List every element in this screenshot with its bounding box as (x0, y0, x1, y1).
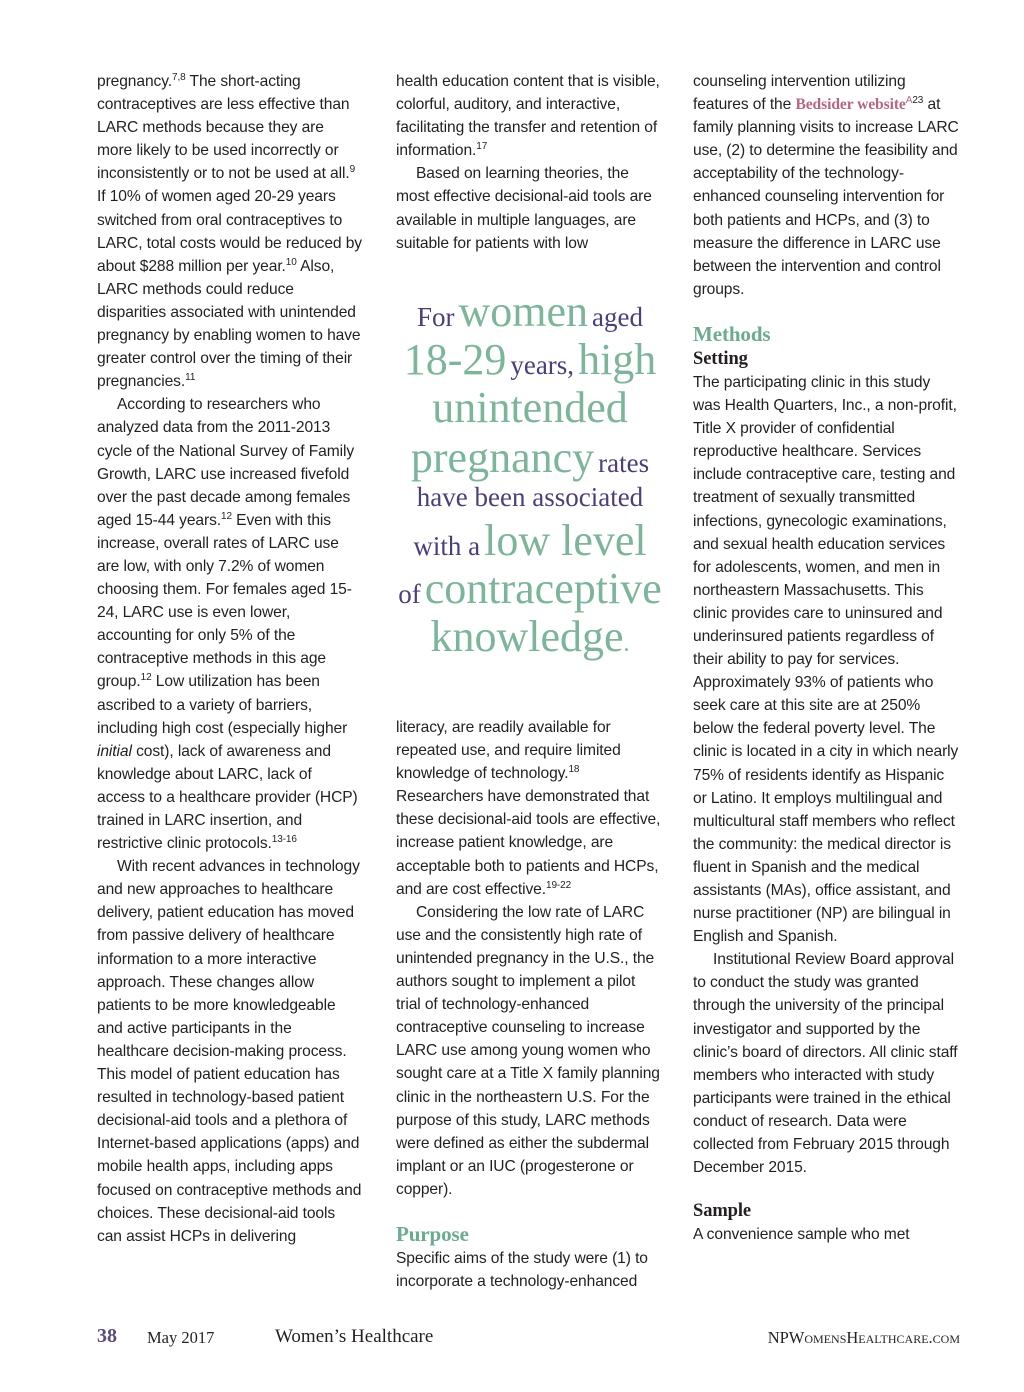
setting-heading: Setting (693, 348, 748, 369)
citation-superscript: 12 (221, 510, 232, 522)
column-2-bottom (396, 716, 664, 1293)
sample-heading: Sample (693, 1201, 751, 1222)
paragraph: With recent advances in technology and new approaches to healthcare delivery, patient education has moved from passive delivery of healthcare information to a more interactive approach. These changes allow patients to be more knowledgeable and active participants in the healthcare decision-making process. This model of patient education has resulted in technology-based patient decisional-aid tools and a plethora of Internet-based applications (apps) and mobile health apps, including apps focused on contraceptive methods and choices. These decisional-aid tools can assist HCPs in delivering (97, 858, 362, 1245)
citation-superscript: 13-16 (271, 833, 297, 845)
bedsider-website-link[interactable]: Bedsider website (795, 96, 906, 114)
issue-date: May 2017 (147, 1328, 215, 1347)
column-3 (693, 70, 961, 1246)
paragraph: counseling intervention utilizing features of the Bedsider website$^{A23}$ at family planning visits to increase LARC use, (2) to determine the feasibility and acceptability of the technology-enhanced counseling intervention for both patients and HCPs, and (3) to measure the difference in LARC use between the intervention and control groups. (693, 73, 959, 298)
citation-superscript: 7,8 (172, 71, 186, 83)
column-2-top (396, 70, 664, 255)
citation-superscript: 18 (568, 764, 580, 775)
citation-superscript: 9 (349, 164, 356, 176)
methods-heading: Methods (693, 321, 771, 346)
paragraph: pregnancy.$^{7,8}$ The short-acting contraceptives are less effective than LARC methods because they are more likely to be used incorrectly or inconsistently or to not be used at all.$^9$ If 10% of women aged 20-29 years switched from oral contraceptives to LARC, total costs would be reduced by about $288 million per year.$^{10}$ Also, LARC methods could reduce disparities associated with unintended pregnancy by enabling women to have greater control over the timing of their pregnancies.$^{11}$ (97, 71, 363, 391)
column-1 (97, 70, 363, 1248)
paragraph: The participating clinic in this study was Health Quarters, Inc., a non-profit, Title X provider of confidential reproductive healthcare. Services include contraceptive care, testing and treatment of sexually transmitted infections, gynecologic examinations, and sexual health education services for adolescents, women, and men in northeastern Massachusetts. This clinic provides care to uninsured and underinsured patients regardless of their ability to pay for services. Approximately 93% of patients who seek care at this site are at 250% below the federal poverty level. The clinic is located in a city in which nearly 75% of residents identify as Hispanic or Latino. It employs multilingual and multicultural staff members who reflect the community: the medical director is fluent in Spanish and the medical assistants (MAs), office assistant, and nurse practitioner (NP) are bilingual in English and Spanish. (693, 373, 959, 946)
citation-superscript: 12 (140, 672, 152, 684)
paragraph: A convenience sample who met (693, 1226, 910, 1244)
page-number: 38 (97, 1325, 117, 1347)
purpose-heading: Purpose (396, 1221, 469, 1246)
paragraph: health education content that is visible, colorful, auditory, and interactive, facilitating the transfer and retention of information.$^{17}$ (396, 73, 660, 160)
paragraph: Specific aims of the study were (1) to incorporate a technology-enhanced (396, 1249, 648, 1291)
citation-superscript: 11 (185, 372, 196, 384)
paragraph: literacy, are readily available for repeated use, and require limited knowledge of technology.$^{18}$ Researchers have demonstrated that these decisional-aid tools are effective, increase patient knowledge, are acceptable both to patients and HCPs, and are cost effective.$^{19-22}$ (396, 719, 661, 898)
magazine-title: Women’s Healthcare (275, 1326, 434, 1347)
citation-superscript: 23 (912, 94, 924, 106)
citation-superscript: 10 (285, 256, 297, 268)
website-url[interactable]: NPWomensHealthcare.com (767, 1328, 960, 1347)
citation-superscript: 17 (476, 141, 488, 153)
paragraph: Considering the low rate of LARC use and the consistently high rate of unintended pregnancy in the U.S., the authors sought to implement a pilot trial of technology-enhanced contraceptive counseling to increase LARC use among young women who sought care at a Title X family planning clinic in the northeastern U.S. For the purpose of this study, LARC methods were defined as either the subdermal implant or an IUC (progesterone or copper). (396, 903, 660, 1198)
citation-superscript: 19-22 (545, 879, 572, 891)
paragraph: Institutional Review Board approval to conduct the study was granted through the university of the principal investigator and supported by the clinic’s board of directors. All clinic staff members who interacted with study participants were trained in the ethical conduct of research. Data were collected from February 2015 through December 2015. (693, 951, 958, 1177)
page-footer (97, 1325, 960, 1349)
footnote-superscript: A (905, 94, 913, 106)
pull-quote: For women aged 18-29 years, high unintended pregnancy rates have been associated with a low level of contraceptive knowledge. (398, 287, 662, 661)
paragraph: According to researchers who analyzed data from the 2011-2013 cycle of the National Survey of Family Growth, LARC use increased fivefold over the past decade among females aged 15-44 years.$^{12}$ Even with this increase, overall rates of LARC use are low, with only 7.2% of women choosing them. For females aged 15-24, LARC use is even lower, accounting for only 5% of the contraceptive methods in this age group.$^{12}$ Low utilization has been ascribed to a variety of barriers, including high cost (especially higher initial cost), lack of awareness and knowledge about LARC, lack of access to a healthcare provider (HCP) trained in LARC insertion, and restrictive clinic protocols.$^{13-16}$ (97, 396, 358, 853)
paragraph: Based on learning theories, the most effective decisional-aid tools are available in multiple languages, are suitable for patients with low (396, 165, 652, 252)
